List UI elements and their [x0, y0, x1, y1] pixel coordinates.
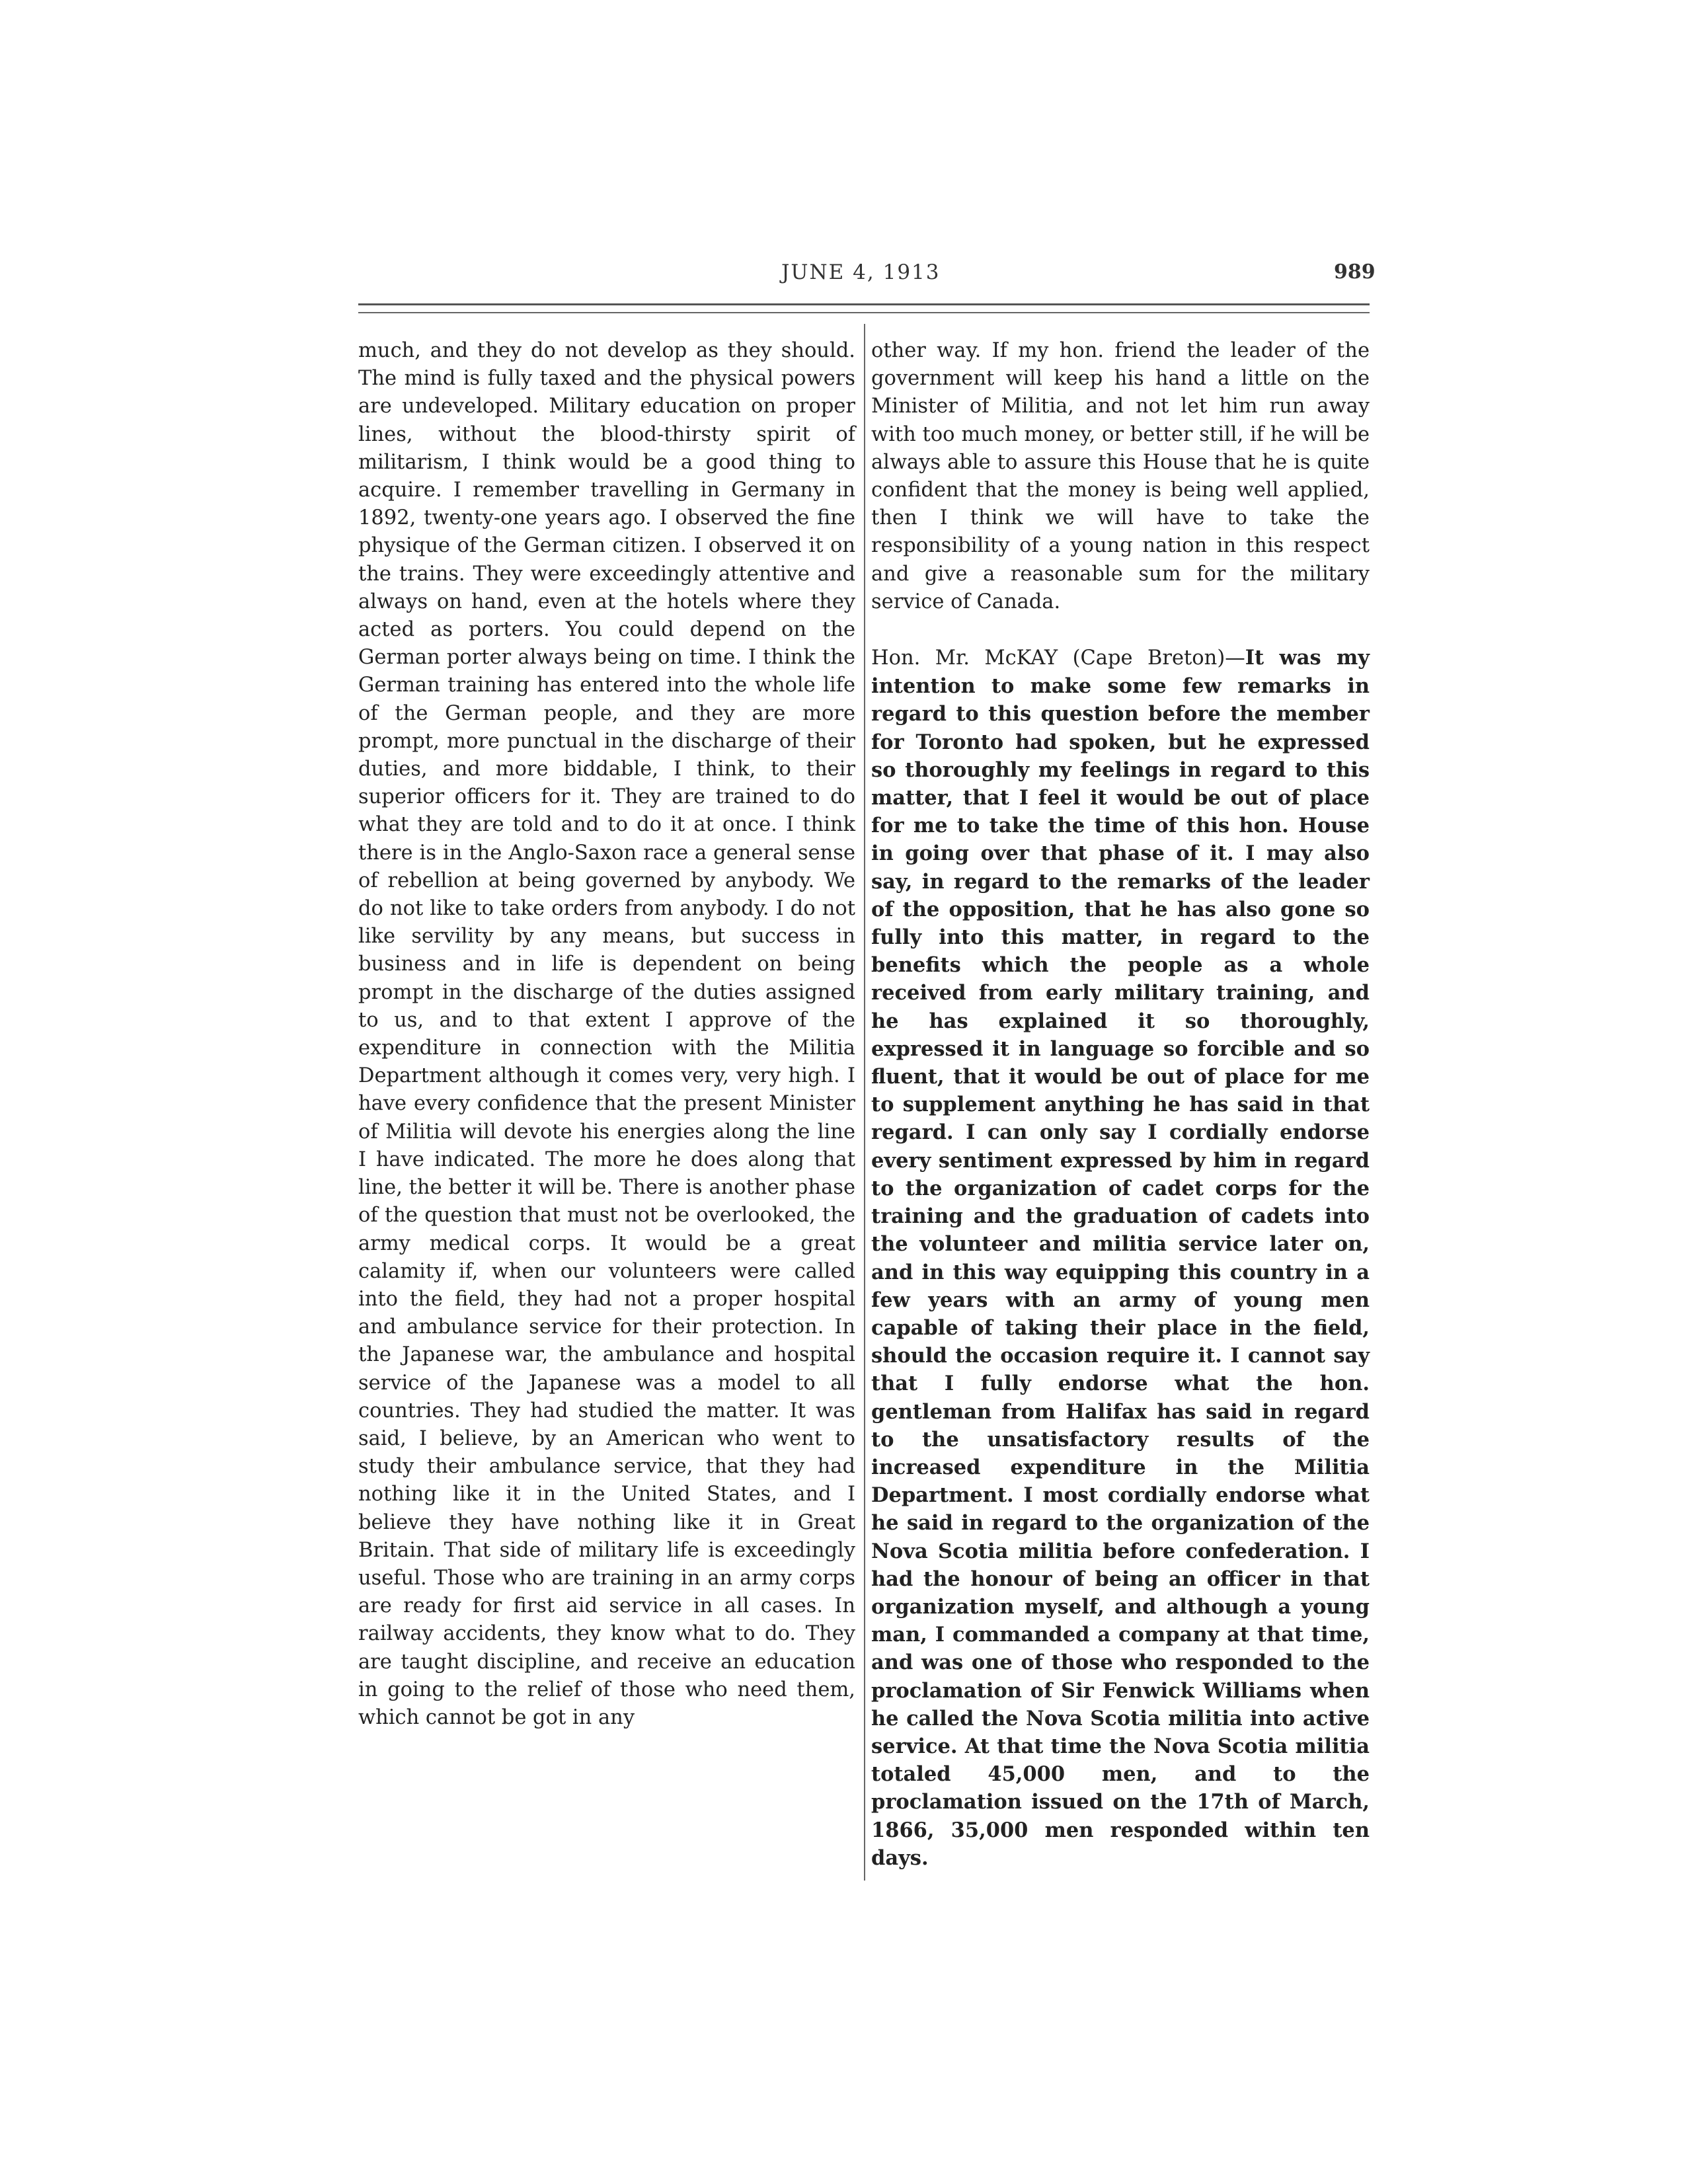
right-column-paragraph-1: other way. If my hon. friend the leader of the government will keep his hand a little on the Minister of Militia, and not let him run away with too much money, or better still, if he will be always able to assure this House that he is quite confident that the money is being well applied, then I think we will have to take the responsibility of a young nation in this respect and give a reasonable sum for the military service of Canada.	[871, 339, 1370, 613]
paragraph-gap	[871, 616, 1370, 644]
right-column-paragraph-2	[871, 644, 1370, 1872]
column-divider	[864, 324, 865, 1881]
page-date-title: JUNE 4, 1913	[781, 260, 941, 284]
header-rule-bottom	[358, 312, 1370, 313]
left-column	[358, 337, 855, 1732]
page-number: 989	[1334, 260, 1376, 284]
speaker-name: Hon. Mr. McKAY (Cape Breton)—	[871, 646, 1245, 670]
left-column-paragraph: much, and they do not develop as they should. The mind is fully taxed and the physical powers are undeveloped. Military education on proper lines, without the blood-thirsty spirit of militarism, I think would be a good thing to acquire. I remember travelling in Germany in 1892, twenty-one years ago. I observed the fine physique of the German citizen. I observed it on the trains. They were exceedingly attentive and always on hand, even at the hotels where they acted as porters. You could depend on the German porter always being on time. I think the German training has entered into the whole life of the German people, and they are more prompt, more punctual in the discharge of their duties, and more biddable, I think, to their superior officers for it. They are trained to do what they are told and to do it at once. I think there is in the Anglo-Saxon race a general sense of rebellion at being governed by anybody. We do not like to take orders from anybody. I do not like servility by any means, but success in business and in life is dependent on being prompt in the discharge of the duties assigned to us, and to that extent I approve of the expenditure in connection with the Militia Department although it comes very, very high. I have every confidence that the present Minister of Militia will devote his energies along the line I have indicated. The more he does along that line, the better it will be. There is another phase of the question that must not be overlooked, the army medical corps. It would be a great calamity if, when our volunteers were called into the field, they had not a proper hospital and ambulance service for their protection. In the Japanese war, the ambulance and hospital service of the Japanese was a model to all countries. They had studied the matter. It was said, I believe, by an American who went to study their ambulance service, that they had nothing like it in the United States, and I believe they have nothing like it in Great Britain. That side of military life is exceedingly useful. Those who are training in an army corps are ready for first aid service in all cases. In railway accidents, they know what to do. They are taught discipline, and receive an education in going to the relief of those who need them, which cannot be got in any	[358, 339, 855, 1729]
header-rule-top	[358, 303, 1370, 305]
right-column	[871, 337, 1370, 1872]
speech-text: It was my intention to make some few remarks in regard to this question before the member for Toronto had spoken, but he expressed so thoroughly my feelings in regard to this matter, that I feel it would be out of place for me to take the time of this hon. House in going over that phase of it. I may also say, in regard to the remarks of the leader of the opposition, that he has also gone so fully into this matter, in regard to the benefits which the people as a whole received from early military training, and he has explained it so thoroughly, expressed it in language so forcible and so fluent, that it would be out of place for me to supplement anything he has said in that regard. I can only say I cordially endorse every sentiment expressed by him in regard to the organization of cadet corps for the training and the graduation of cadets into the volunteer and militia service later on, and in this way equipping this country in a few years with an army of young men capable of taking their place in the field, should the occasion require it. I cannot say that I fully endorse what the hon. gentleman from Halifax has said in regard to the unsatisfactory results of the increased expenditure in the Militia Department. I most cordially endorse what he said in regard to the organization of the Nova Scotia militia before confederation. I had the honour of being an officer in that organization myself, and although a young man, I commanded a company at that time, and was one of those who responded to the proclamation of Sir Fenwick Williams when he called the Nova Scotia militia into active service. At that time the Nova Scotia militia totaled 45,000 men, and to the proclamation issued on the 17th of March, 1866, 35,000 men responded within ten days.	[871, 646, 1370, 1870]
page-header	[0, 260, 1708, 292]
